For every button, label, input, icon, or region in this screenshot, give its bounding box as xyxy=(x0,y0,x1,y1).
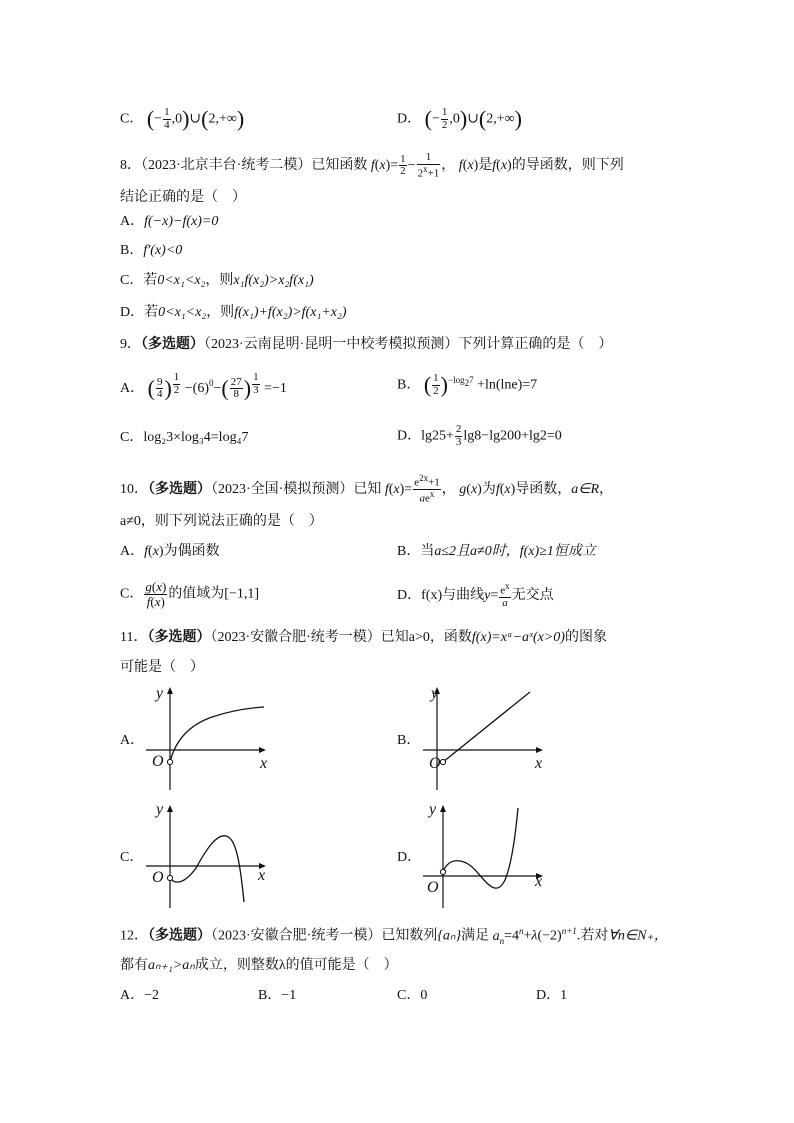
q9-option-c: C．log₂3×log₃4=log₄7 xyxy=(120,430,249,445)
option-label: D． xyxy=(397,111,422,127)
option-label: C． xyxy=(120,111,144,127)
x-label: x xyxy=(258,867,266,884)
q11-option-a-label: A． xyxy=(120,733,145,748)
line-graph xyxy=(443,692,530,762)
y-axis-arrow xyxy=(440,805,446,812)
q11-option-b-label: B． xyxy=(397,733,421,748)
q11-option-c-label: C． xyxy=(120,850,144,865)
x-label: x xyxy=(535,873,543,890)
q12-option-b: B．−1 xyxy=(258,988,297,1003)
origin-label: O xyxy=(427,879,439,896)
q11-graph-d xyxy=(417,800,552,910)
q8-option-a: A．f(−x)−f(x)=0 xyxy=(120,214,219,229)
q8-option-d: D．若0<x₁<x₂，则f(x₁)+f(x₂)>f(x₁+x₂) xyxy=(120,305,347,320)
q12-stem-line2: 都有aₙ₊₁>aₙ成立，则整数λ的值可能是（ ） xyxy=(120,958,398,973)
curve xyxy=(170,707,264,762)
q11-graph-c xyxy=(140,800,275,910)
q8-option-b: B．f′(x)<0 xyxy=(120,243,183,258)
y-axis-arrow xyxy=(167,805,173,812)
q12-option-c: C．0 xyxy=(397,988,428,1003)
q7-option-c: C． (− $\frac{1}{4}$ ,0)∪(2,+∞) xyxy=(120,106,245,131)
x-axis-arrow xyxy=(536,747,543,753)
open-point xyxy=(440,759,445,764)
q12-option-d: D．1 xyxy=(536,988,568,1003)
x-label: x xyxy=(535,755,543,772)
q10-stem-line2: a≠0，则下列说法正确的是（ ） xyxy=(120,514,323,529)
q7-option-d: D． (− $\frac{1}{2}$ ,0)∪(2,+∞) xyxy=(397,106,522,131)
x-label: x xyxy=(260,755,268,772)
q10-stem: 10．（多选题）（2023·全国·模拟预测）已知 f(x)= $\frac{e^{2x}+1}{ae^x}$ ， g(x)为f(x)导函数，a∈R， xyxy=(120,473,614,505)
open-point xyxy=(440,869,445,874)
y-label: y xyxy=(431,685,439,702)
q11-stem: 11．（多选题）（2023·安徽合肥·统考一模）已知a>0，函数f(x)=xᵃ−aˣ(x>0)的图象 xyxy=(120,630,607,645)
q12-stem: 12．（多选题）（2023·安徽合肥·统考一模）已知数列{aₙ}满足 $a_n=4^n+\lambda(-2)^{n+1}$.若对∀n∈N₊， xyxy=(120,926,668,946)
q10-option-c: C． $\frac{g(x)}{f(x)}$ 的值域为[−1,1] xyxy=(120,579,260,609)
origin-label: O xyxy=(152,869,164,886)
question-number: 8． xyxy=(120,158,141,174)
y-label: y xyxy=(156,685,164,702)
origin-label: O xyxy=(429,755,441,772)
q8-option-c: C．若0<x₁<x₂，则x₁f(x₂)>x₂f(x₁) xyxy=(120,273,314,288)
y-axis-arrow xyxy=(167,687,173,694)
y-label: y xyxy=(429,801,437,818)
open-point xyxy=(167,759,172,764)
open-point xyxy=(167,875,172,880)
origin-label: O xyxy=(152,753,164,770)
q12-option-a: A．−2 xyxy=(120,988,160,1003)
curve xyxy=(170,836,244,902)
q10-option-a: A．f(x)为偶函数 xyxy=(120,544,220,559)
q9-option-d: D．lg25+ $\frac{2}{3}$ lg8−lg200+lg2=0 xyxy=(397,423,562,448)
q11-graph-b xyxy=(417,682,552,792)
y-label: y xyxy=(156,801,164,818)
q11-stem-line2: 可能是（ ） xyxy=(120,660,204,675)
q11-option-d-label: D． xyxy=(397,850,422,865)
q10-option-d: D．f(x)与曲线y= $\frac{e^x}{a}$ 无交点 xyxy=(397,581,554,610)
q11-graph-a xyxy=(140,682,275,792)
q8-stem: 8．（2023·北京丰台·统考二模）已知函数 f(x)= $\frac{1}{2}$ − $\frac{1}{2^x+1}$ ， f(x)是f(x)的导函数，则下列 xyxy=(120,151,624,180)
question-source: （2023·北京丰台·统考二模）已知函数 xyxy=(141,158,368,174)
q10-option-b: B．当a≤2且a≠0时，f(x)≥1恒成立 xyxy=(397,544,596,559)
q9-stem: 9．（多选题）（2023·云南昆明·昆明一中校考模拟预测）下列计算正确的是（ ） xyxy=(120,337,613,352)
q9-option-b: B． ( $\frac{1}{2}$ )$^{-log_27}$ +ln(lne)=7 xyxy=(397,372,538,397)
q8-stem-line2: 结论正确的是（ ） xyxy=(120,190,246,205)
q9-option-a: A． ( $\frac{9}{4}$ ) $^{\frac{1}{2}}$ $-(6)^0-$( $\frac{27}{8}$ ) $^{\frac{1}{3}}$ =−1 xyxy=(120,371,287,401)
x-axis-arrow xyxy=(259,747,266,753)
